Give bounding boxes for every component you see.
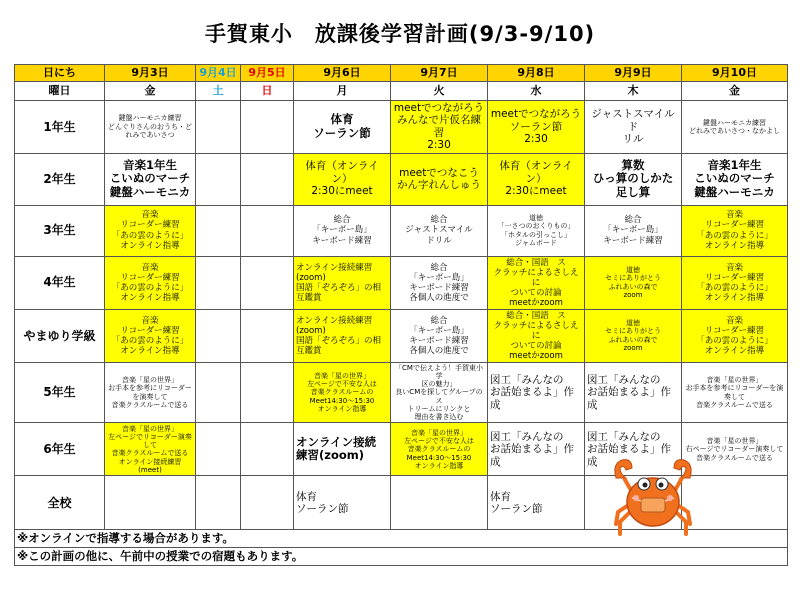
schedule-cell xyxy=(241,101,294,154)
dow-cell: 土 xyxy=(196,82,241,101)
dow-cell: 木 xyxy=(585,82,682,101)
grade-label: 5年生 xyxy=(15,362,105,423)
schedule-cell: 音楽 リコーダー練習 「あの雲のように」 オンライン指導 xyxy=(105,309,196,362)
schedule-cell xyxy=(196,101,241,154)
schedule-cell: 音楽 リコーダー練習 「あの雲のように」 オンライン指導 xyxy=(682,309,788,362)
schedule-cell xyxy=(196,476,241,530)
date-header-cell: 9月10日 xyxy=(682,65,788,82)
schedule-cell: 図工「みんなの お話始まるよ」作 成 xyxy=(585,362,682,423)
schedule-cell xyxy=(196,256,241,309)
note-text: ※オンラインで指導する場合があります。 xyxy=(15,530,788,548)
grade-row xyxy=(15,101,788,154)
schedule-cell: 音楽1年生 こいぬのマーチ 鍵盤ハーモニカ xyxy=(682,153,788,205)
schedule-cell xyxy=(196,423,241,476)
grade-row xyxy=(15,309,788,362)
grade-label: 全校 xyxy=(15,476,105,530)
schedule-cell: 総合・国語 ス クラッチによるさしえに ついての討論 meetかzoom xyxy=(488,256,585,309)
schedule-cell: 体育（オンライン） 2:30にmeet xyxy=(488,153,585,205)
schedule-cell: meetでつながろう みんなで片仮名練習 2:30 xyxy=(391,101,488,154)
date-header-cell: 9月8日 xyxy=(488,65,585,82)
schedule-cell: 体育 ソーラン節 xyxy=(488,476,585,530)
grade-label: 6年生 xyxy=(15,423,105,476)
dow-cell: 金 xyxy=(105,82,196,101)
schedule-cell: 鍵盤ハーモニカ練習 どれみであいさつ・なかよし xyxy=(682,101,788,154)
date-header-cell: 9月7日 xyxy=(391,65,488,82)
schedule-cell: 音楽 リコーダー練習 「あの雲のように」 オンライン指導 xyxy=(682,256,788,309)
dow-cell: 火 xyxy=(391,82,488,101)
grade-label: 1年生 xyxy=(15,101,105,154)
schedule-cell xyxy=(682,476,788,530)
schedule-cell: 総合 「キーボー島」 キーボード練習 各個人の進度で xyxy=(391,256,488,309)
grade-row xyxy=(15,256,788,309)
schedule-cell xyxy=(105,476,196,530)
schedule-cell: 音楽「星の世界」 お手本を参考にリコーダーを演奏して 音楽クラスルームで送る xyxy=(682,362,788,423)
dow-cell: 月 xyxy=(294,82,391,101)
grade-label: やまゆり学級 xyxy=(15,309,105,362)
grade-row xyxy=(15,205,788,256)
schedule-cell: 「CMで伝えよう！手賀東小学 区の魅力」 良いCMを探してグループのス トリームにリンクと 理由を書き込む xyxy=(391,362,488,423)
schedule-cell: 図工「みんなの お話始まるよ」作 成 xyxy=(488,362,585,423)
schedule-cell: 図工「みんなの お話始まるよ」作 成 xyxy=(488,423,585,476)
schedule-cell: 鍵盤ハーモニカ練習 どんぐりさんのおうち・どれみであいさつ xyxy=(105,101,196,154)
schedule-cell: 音楽 リコーダー練習 「あの雲のように」 オンライン指導 xyxy=(105,256,196,309)
grade-label: 3年生 xyxy=(15,205,105,256)
date-header-row xyxy=(15,65,788,82)
grade-label: 4年生 xyxy=(15,256,105,309)
schedule-cell: 音楽「星の世界」 左ページで不安な人は 音楽クラスルームの Meet14:30～15:30 オンライン指導 xyxy=(294,362,391,423)
schedule-cell: 総合 ジャストスマイル ドリル xyxy=(391,205,488,256)
schedule-cell xyxy=(241,256,294,309)
schedule-cell: 音楽「星の世界」 右ページでリコーダー演奏して 音楽クラスルームで送る xyxy=(682,423,788,476)
schedule-cell: 総合 「キーボー島」 キーボード練習 xyxy=(585,205,682,256)
schedule-cell: 音楽「星の世界」 左ページでリコーダー演奏して 音楽クラスルームで送る オンライン接続練習(meet) xyxy=(105,423,196,476)
schedule-cell: 音楽「星の世界」 左ページで不安な人は 音楽クラスルームの Meet14:30～15:30 オンライン指導 xyxy=(391,423,488,476)
grade-label: 2年生 xyxy=(15,153,105,205)
dow-cell: 金 xyxy=(682,82,788,101)
date-header-cell: 9月9日 xyxy=(585,65,682,82)
schedule-cell: 総合 「キーボー島」 キーボード練習 各個人の進度で xyxy=(391,309,488,362)
schedule-cell: 音楽 リコーダー練習 「あの雲のように」 オンライン指導 xyxy=(682,205,788,256)
schedule-cell: meetでつながろう ソーラン節 2:30 xyxy=(488,101,585,154)
dow-cell: 日 xyxy=(241,82,294,101)
date-header-cell: 9月5日 xyxy=(241,65,294,82)
schedule-cell: meetでつなこう かん字れんしゅう xyxy=(391,153,488,205)
schedule-cell: 音楽「星の世界」 お手本を参考にリコーダーを演奏して 音楽クラスルームで送る xyxy=(105,362,196,423)
schedule-cell: 道徳 セミにありがとう ふれあいの森で zoom xyxy=(585,309,682,362)
schedule-cell: 音楽1年生 こいぬのマーチ 鍵盤ハーモニカ xyxy=(105,153,196,205)
dow-cell: 水 xyxy=(488,82,585,101)
schedule-cell: オンライン接続練習 (zoom) 国語「ぞろぞろ」の相互鑑賞 xyxy=(294,309,391,362)
dow-header-row xyxy=(15,82,788,101)
schedule-cell xyxy=(241,423,294,476)
dow-header-label: 曜日 xyxy=(15,82,105,101)
schedule-cell: 音楽 リコーダー練習 「あの雲のように」 オンライン指導 xyxy=(105,205,196,256)
schedule-cell xyxy=(241,205,294,256)
schedule-cell xyxy=(241,309,294,362)
grade-row xyxy=(15,153,788,205)
page-title: 手賀東小 放課後学習計画(9/3-9/10) xyxy=(204,22,596,46)
schedule-cell xyxy=(196,309,241,362)
schedule-cell: 道徳 セミにありがとう ふれあいの森で zoom xyxy=(585,256,682,309)
schedule-cell xyxy=(196,362,241,423)
grade-row xyxy=(15,362,788,423)
note-text: ※この計画の他に、午前中の授業での宿題もあります。 xyxy=(15,548,788,566)
schedule-cell: オンライン接続練習 (zoom) 国語「ぞろぞろ」の相互鑑賞 xyxy=(294,256,391,309)
date-header-cell: 9月3日 xyxy=(105,65,196,82)
schedule-cell: 総合・国語 ス クラッチによるさしえに ついての討論 meetかzoom xyxy=(488,309,585,362)
date-header-label: 日にち xyxy=(15,65,105,82)
schedule-cell: 総合 「キーボー島」 キーボード練習 xyxy=(294,205,391,256)
schedule-cell: オンライン接続 練習(zoom) xyxy=(294,423,391,476)
crab-mascot-icon xyxy=(612,454,694,540)
schedule-cell: 算数 ひっ算のしかた 足し算 xyxy=(585,153,682,205)
schedule-cell xyxy=(391,476,488,530)
note-row xyxy=(15,548,788,566)
schedule-cell xyxy=(196,153,241,205)
schedule-cell: 道徳 「一さつのおくりもの」 「ホタルの引っこし」 ジャムボード xyxy=(488,205,585,256)
schedule-cell: 図工「みんなの お話始まるよ」作 成 xyxy=(585,423,682,476)
schedule-cell xyxy=(241,476,294,530)
date-header-cell: 9月4日 xyxy=(196,65,241,82)
schedule-cell: 体育 ソーラン節 xyxy=(294,101,391,154)
schedule-cell: ジャストスマイルド リル xyxy=(585,101,682,154)
schedule-cell xyxy=(241,362,294,423)
date-header-cell: 9月6日 xyxy=(294,65,391,82)
schedule-cell xyxy=(196,205,241,256)
schedule-cell xyxy=(241,153,294,205)
schedule-cell: 体育 ソーラン節 xyxy=(294,476,391,530)
schedule-cell: 体育（オンライン） 2:30にmeet xyxy=(294,153,391,205)
